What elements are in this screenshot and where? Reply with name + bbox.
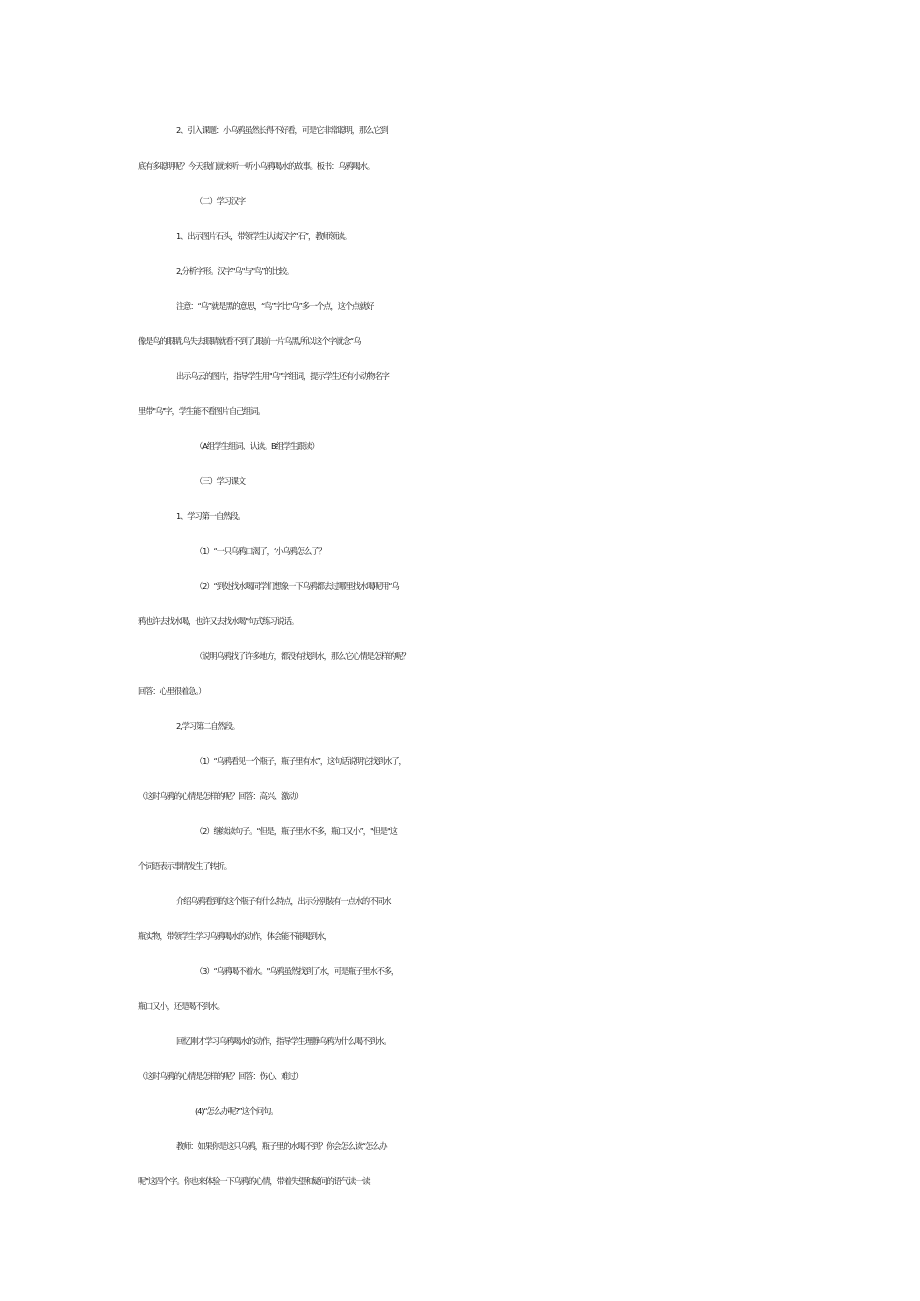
text-line: 里带"乌''字，学生能不看图片自己组词。 xyxy=(138,406,265,416)
text-line: 出示乌云的图片，指导学生用"乌"字组词，提示学生还有小动物名字 xyxy=(176,371,389,381)
text-line: 底有多聪明呢？今天我们就来听一听小乌鸦喝水的故事。板书：乌鸦喝水。 xyxy=(138,161,374,171)
text-line: （1）“一只乌鸦口渴了，‘小乌鸦怎么了？ xyxy=(195,546,326,556)
text-line: 教师：如果你是这只乌鸦，瓶子里的水喝不到？你会怎么读“怎么办 xyxy=(176,1141,387,1151)
text-line: （3）“乌鸦喝不着水。"乌鸦虽然找到了水，可是瓶子里水不多， xyxy=(195,966,399,976)
text-line: 2,分析字形。汉字"乌"与"鸟”的比较。 xyxy=(176,266,294,276)
text-line: （2）继续读句子。“但是，瓶子里水不多，瓶口又小”，"但是"这 xyxy=(195,826,397,836)
text-line: 2、引入课题：小乌鸦虽然长得不好看，可是它非常聪明，那么它到 xyxy=(176,125,388,135)
text-line: 个词语表示事情发生了转折。 xyxy=(138,861,231,871)
text-line: 瓶口又小，还是喝不到水。 xyxy=(138,1001,224,1011)
section-heading: （二）学习汉字 xyxy=(195,196,246,206)
text-line: 鸦也许去找水喝，也许又去找水喝"句式练习说话。 xyxy=(138,616,298,626)
text-line: 介绍乌鸦看到的这个瓶子有什么特点，出示分别装有一点水的不同水 xyxy=(176,896,391,906)
text-line: 回答：心里很着急。） xyxy=(138,686,206,696)
text-line: (4)“怎么办呢?”这个问句。 xyxy=(195,1106,278,1116)
text-line: （说明乌鸦找了许多地方，都没有找到水，那么它心情是怎样的呢？ xyxy=(195,651,410,661)
text-line: 回忆刚才学习乌鸦喝水的动作，指导学生理静乌鸦为什么喝不到水。 xyxy=(176,1036,391,1046)
text-line: 注意：“乌”就是黑的意思，“鸟”字比"乌”多一个点，这个点就好 xyxy=(176,301,374,311)
text-line: 呢"这四个字。你也来体验一下乌鸦的心情，带着失望和疑问的语气读一读 xyxy=(138,1176,370,1186)
text-line: 1、出示图片石头，带领学生认读汉字“石”，教师领读。 xyxy=(176,231,351,241)
text-line: （这时乌鸦的心情是怎样的呢？回答：伤心、难过） xyxy=(138,1071,303,1081)
text-line: 瓶实物，带领学生学习乌鸦喝水的动作，体会能不能喝到水， xyxy=(138,931,332,941)
text-line: 1、学习第一自然段。 xyxy=(176,511,245,521)
text-line: 2,学习第二自然段。 xyxy=(176,721,239,731)
section-heading: （三）学习课文 xyxy=(195,476,246,486)
text-line: （1）“乌鸦看见一个瓶子，瓶子里有水”，这句话说明它找到水了， xyxy=(195,756,406,766)
text-line: （这时乌鸦的心情是怎样的呢？回答：高兴、激动） xyxy=(138,791,303,801)
text-line: 像是鸟的眼睛,鸟失去眼睛就看不到了,眼前一片乌黑,所以这个字就念“乌 xyxy=(138,336,361,346)
text-line: （2）“到处找水喝同学们想象一下乌鸦都去过哪里找水喝呢用“乌 xyxy=(195,581,399,591)
text-line: （A组学生组词、认读。B组学生跟读） xyxy=(195,441,319,451)
